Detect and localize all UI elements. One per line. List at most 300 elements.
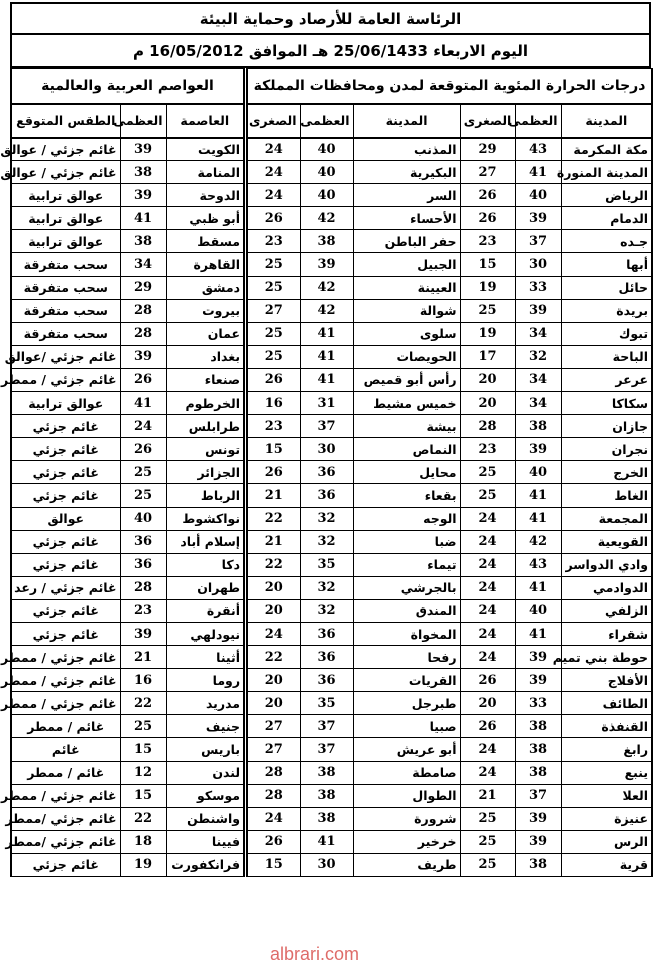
table-row [11,415,652,438]
max-temp: 35 [300,553,353,576]
weather-forecast: سحب متفرقة [11,322,120,345]
min-temp: 15 [247,438,300,461]
capital-name: أثينا [166,646,244,669]
city-name: المجمعة [561,507,652,530]
table-row [11,853,652,876]
weather-forecast: غائم جزئي / ممطر [11,692,120,715]
min-temp: 24 [460,761,515,784]
city-name: رابغ [561,738,652,761]
max-temp: 30 [300,853,353,876]
temperature-table [0,68,653,877]
max-temp: 37 [300,738,353,761]
weather-forecast: سحب متفرقة [11,276,120,299]
section-gap [244,415,247,438]
min-temp: 24 [460,622,515,645]
max-temp: 38 [300,230,353,253]
table-row [11,576,652,599]
max-temp: 39 [515,646,561,669]
max-temp: 38 [120,161,166,184]
section-gap [244,438,247,461]
max-temp: 37 [515,784,561,807]
city-name: المخواة [353,622,460,645]
table-row [11,345,652,368]
capital-name: صنعاء [166,368,244,391]
min-temp: 23 [247,415,300,438]
col-max-header: العظمى [515,104,561,138]
city-name: السر [353,184,460,207]
min-temp: 25 [247,253,300,276]
table-row [11,138,652,161]
section-gap [244,461,247,484]
table-row [11,184,652,207]
section-gap [244,69,247,104]
min-temp: 25 [247,345,300,368]
section-gap [244,807,247,830]
section-gap [244,230,247,253]
max-temp: 36 [120,530,166,553]
weather-forecast: غائم جزئي / رعد [11,576,120,599]
max-temp: 39 [515,830,561,853]
table-row [11,461,652,484]
weather-forecast: غائم جزئي [11,461,120,484]
min-temp: 26 [460,715,515,738]
min-temp: 25 [460,461,515,484]
city-name: طريف [353,853,460,876]
city-name: خرخير [353,830,460,853]
max-temp: 41 [300,830,353,853]
capital-name: طرابلس [166,415,244,438]
section-gap [244,299,247,322]
city-name: تبوك [561,322,652,345]
max-temp: 19 [120,853,166,876]
city-name: تيماء [353,553,460,576]
section-kingdom-header: درجات الحرارة المئوية المتوقعة لمدن ومحافظات المملكة [247,69,652,104]
min-temp: 24 [247,807,300,830]
min-temp: 16 [247,392,300,415]
section-gap [244,368,247,391]
max-temp: 40 [515,461,561,484]
min-temp: 24 [460,646,515,669]
max-temp: 38 [515,853,561,876]
table-body [0,138,652,877]
min-temp: 24 [460,576,515,599]
capital-name: القاهرة [166,253,244,276]
max-temp: 39 [120,622,166,645]
max-temp: 34 [120,253,166,276]
section-gap [244,392,247,415]
table-row [11,530,652,553]
min-temp: 26 [460,669,515,692]
capital-name: فرانكفورت [166,853,244,876]
city-name: العلا [561,784,652,807]
max-temp: 38 [515,761,561,784]
section-gap [244,345,247,368]
max-temp: 36 [300,669,353,692]
section-gap [244,715,247,738]
capital-name: الجزائر [166,461,244,484]
max-temp: 34 [515,322,561,345]
capital-name: موسكو [166,784,244,807]
min-temp: 25 [247,322,300,345]
capital-name: المنامة [166,161,244,184]
max-temp: 42 [300,276,353,299]
min-temp: 26 [247,368,300,391]
min-temp: 15 [247,853,300,876]
table-row [11,484,652,507]
city-name: صبيا [353,715,460,738]
table-row [11,253,652,276]
min-temp: 29 [460,138,515,161]
max-temp: 28 [120,322,166,345]
max-temp: 33 [515,692,561,715]
capital-name: عمان [166,322,244,345]
min-temp: 20 [460,368,515,391]
max-temp: 41 [300,368,353,391]
max-temp: 41 [300,322,353,345]
max-temp: 15 [120,738,166,761]
capital-name: مدريد [166,692,244,715]
city-name: الأحساء [353,207,460,230]
col-city-header: المدينة [353,104,460,138]
city-name: الطوال [353,784,460,807]
max-temp: 32 [515,345,561,368]
city-name: الغاط [561,484,652,507]
capital-name: نيودلهي [166,622,244,645]
min-temp: 26 [247,830,300,853]
max-temp: 36 [120,553,166,576]
section-gap [244,761,247,784]
max-temp: 30 [300,438,353,461]
max-temp: 25 [120,461,166,484]
section-gap [244,599,247,622]
section-gap [244,830,247,853]
max-temp: 42 [300,207,353,230]
weather-forecast: عوالق ترابية [11,230,120,253]
min-temp: 27 [247,299,300,322]
capital-name: الرباط [166,484,244,507]
city-name: أبها [561,253,652,276]
city-name: بيشة [353,415,460,438]
city-name: عرعر [561,368,652,391]
weather-forecast: غائم جزئي [11,622,120,645]
min-temp: 23 [247,230,300,253]
page-title: الرئاسة العامة للأرصاد وحماية البيئة [10,2,651,35]
weather-forecast: سحب متفرقة [11,253,120,276]
city-name: المدينة المنورة [561,161,652,184]
max-temp: 22 [120,807,166,830]
table-row [11,669,652,692]
capital-name: نواكشوط [166,507,244,530]
table-row [11,692,652,715]
table-row [11,392,652,415]
min-temp: 27 [460,161,515,184]
min-temp: 26 [247,207,300,230]
section-gap [244,530,247,553]
max-temp: 41 [515,622,561,645]
max-temp: 39 [515,669,561,692]
min-temp: 25 [460,853,515,876]
table-row [11,207,652,230]
max-temp: 39 [300,253,353,276]
city-name: وادي الدواسر [561,553,652,576]
max-temp: 40 [300,138,353,161]
forecast-date: اليوم الاربعاء 25/06/1433 هـ الموافق 16/05/2012 م [10,35,651,68]
max-temp: 43 [515,553,561,576]
weather-forecast: غائم / ممطر [11,761,120,784]
capital-name: بيروت [166,299,244,322]
capital-name: مسقط [166,230,244,253]
table-row [11,761,652,784]
min-temp: 26 [460,207,515,230]
capital-name: الخرطوم [166,392,244,415]
table-row [11,646,652,669]
city-name: النماص [353,438,460,461]
min-temp: 24 [460,738,515,761]
table-row [11,230,652,253]
max-temp: 42 [300,299,353,322]
min-temp: 22 [247,646,300,669]
city-name: الزلفي [561,599,652,622]
col-min-header: الصغرى [247,104,300,138]
min-temp: 23 [460,230,515,253]
min-temp: 28 [247,761,300,784]
max-temp: 32 [300,507,353,530]
city-name: خميس مشيط [353,392,460,415]
max-temp: 41 [515,484,561,507]
max-temp: 38 [515,415,561,438]
max-temp: 33 [515,276,561,299]
weather-forecast: غائم جزئي [11,853,120,876]
section-gap [244,253,247,276]
max-temp: 21 [120,646,166,669]
capital-name: الدوحة [166,184,244,207]
min-temp: 25 [460,299,515,322]
max-temp: 22 [120,692,166,715]
min-temp: 24 [247,138,300,161]
city-name: نجران [561,438,652,461]
min-temp: 26 [247,461,300,484]
min-temp: 24 [247,161,300,184]
city-name: سكاكا [561,392,652,415]
min-temp: 20 [460,692,515,715]
max-temp: 42 [515,530,561,553]
section-gap [244,104,247,138]
min-temp: 24 [247,622,300,645]
city-name: البكيرية [353,161,460,184]
min-temp: 21 [247,484,300,507]
city-name: الحويصات [353,345,460,368]
max-temp: 40 [515,184,561,207]
city-name: ينبع [561,761,652,784]
city-name: بقعاء [353,484,460,507]
min-temp: 24 [247,184,300,207]
table-row [11,738,652,761]
city-name: الأفلاج [561,669,652,692]
city-name: ضبا [353,530,460,553]
section-gap [244,207,247,230]
section-gap [244,138,247,161]
weather-forecast: غائم جزئي / عوالق [11,138,120,161]
city-name: العيينة [353,276,460,299]
min-temp: 25 [460,830,515,853]
min-temp: 23 [460,438,515,461]
min-temp: 27 [247,738,300,761]
col-weather-header: الطقس المتوقع [11,104,120,138]
min-temp: 21 [460,784,515,807]
table-row [11,807,652,830]
section-gap [244,692,247,715]
watermark: albrari.com [270,944,360,964]
max-temp: 37 [300,415,353,438]
max-temp: 38 [300,784,353,807]
min-temp: 28 [247,784,300,807]
table-row [11,622,652,645]
max-temp: 41 [515,161,561,184]
section-gap [244,669,247,692]
section-capitals-header: العواصم العربية والعالمية [11,69,244,104]
min-temp: 20 [247,692,300,715]
weather-forecast: غائم جزئي / ممطر [11,784,120,807]
section-gap [244,184,247,207]
min-temp: 28 [460,415,515,438]
capital-name: واشنطن [166,807,244,830]
max-temp: 38 [515,715,561,738]
capital-name: دمشق [166,276,244,299]
min-temp: 19 [460,276,515,299]
section-gap [244,646,247,669]
capital-name: تونس [166,438,244,461]
max-temp: 39 [120,138,166,161]
max-temp: 40 [300,161,353,184]
max-temp: 41 [120,392,166,415]
max-temp: 41 [515,507,561,530]
min-temp: 27 [247,715,300,738]
max-temp: 18 [120,830,166,853]
city-name: الدمام [561,207,652,230]
max-temp: 16 [120,669,166,692]
table-row [11,322,652,345]
city-name: حائل [561,276,652,299]
weather-forecast: غائم جزئي [11,530,120,553]
weather-forecast: غائم جزئي / ممطر [11,646,120,669]
min-temp: 24 [460,553,515,576]
max-temp: 38 [300,761,353,784]
weather-forecast: غائم / ممطر [11,715,120,738]
min-temp: 19 [460,322,515,345]
weather-forecast: غائم جزئي / ممطر [11,368,120,391]
min-temp: 24 [460,599,515,622]
city-name: الدوادمي [561,576,652,599]
weather-forecast: غائم جزئي /ممطر [11,830,120,853]
weather-forecast: غائم جزئي /ممطر [11,807,120,830]
max-temp: 40 [120,507,166,530]
city-name: صامطة [353,761,460,784]
capital-name: جنيف [166,715,244,738]
weather-forecast: عوالق ترابية [11,207,120,230]
section-gap [244,622,247,645]
min-temp: 20 [247,599,300,622]
max-temp: 39 [120,184,166,207]
max-temp: 36 [300,646,353,669]
min-temp: 24 [460,530,515,553]
col-city-header: المدينة [561,104,652,138]
weather-forecast: غائم جزئي [11,553,120,576]
city-name: الرياض [561,184,652,207]
col-capital-header: العاصمة [166,104,244,138]
max-temp: 36 [300,461,353,484]
capital-name: إسلام أباد [166,530,244,553]
max-temp: 25 [120,715,166,738]
city-name: مكة المكرمة [561,138,652,161]
max-temp: 37 [300,715,353,738]
max-temp: 34 [515,392,561,415]
max-temp: 12 [120,761,166,784]
min-temp: 26 [460,184,515,207]
capital-name: روما [166,669,244,692]
city-name: شوالة [353,299,460,322]
table-row [11,161,652,184]
max-temp: 38 [515,738,561,761]
min-temp: 22 [247,553,300,576]
city-name: رفحا [353,646,460,669]
weather-forecast: عوالق [11,507,120,530]
weather-forecast: غائم جزئي [11,415,120,438]
table-row [11,830,652,853]
section-gap [244,738,247,761]
max-temp: 31 [300,392,353,415]
city-name: أبو عريش [353,738,460,761]
section-gap [244,322,247,345]
weather-forecast: غائم جزئي /عوالق [11,345,120,368]
table-row [11,715,652,738]
capital-name: لندن [166,761,244,784]
max-temp: 43 [515,138,561,161]
max-temp: 40 [300,184,353,207]
max-temp: 30 [515,253,561,276]
city-name: شقراء [561,622,652,645]
weather-forecast: غائم جزئي / عوالق [11,161,120,184]
max-temp: 39 [515,207,561,230]
city-name: طبرجل [353,692,460,715]
col-max-header: العظمى [300,104,353,138]
max-temp: 32 [300,530,353,553]
max-temp: 39 [515,438,561,461]
city-name: قرية [561,853,652,876]
min-temp: 20 [460,392,515,415]
city-name: الرس [561,830,652,853]
max-temp: 38 [120,230,166,253]
section-gap [244,853,247,876]
weather-forecast: عوالق ترابية [11,392,120,415]
min-temp: 17 [460,345,515,368]
section-gap [244,553,247,576]
max-temp: 39 [120,345,166,368]
city-name: حفر الباطن [353,230,460,253]
max-temp: 39 [515,807,561,830]
table-row [11,438,652,461]
weather-forecast: غائم جزئي / ممطر [11,669,120,692]
max-temp: 37 [515,230,561,253]
weather-forecast: غائم جزئي [11,438,120,461]
min-temp: 25 [460,807,515,830]
city-name: جـده [561,230,652,253]
max-temp: 32 [300,576,353,599]
table-row [11,599,652,622]
weather-forecast: سحب متفرقة [11,299,120,322]
city-name: محايل [353,461,460,484]
section-gap [244,784,247,807]
max-temp: 38 [300,807,353,830]
